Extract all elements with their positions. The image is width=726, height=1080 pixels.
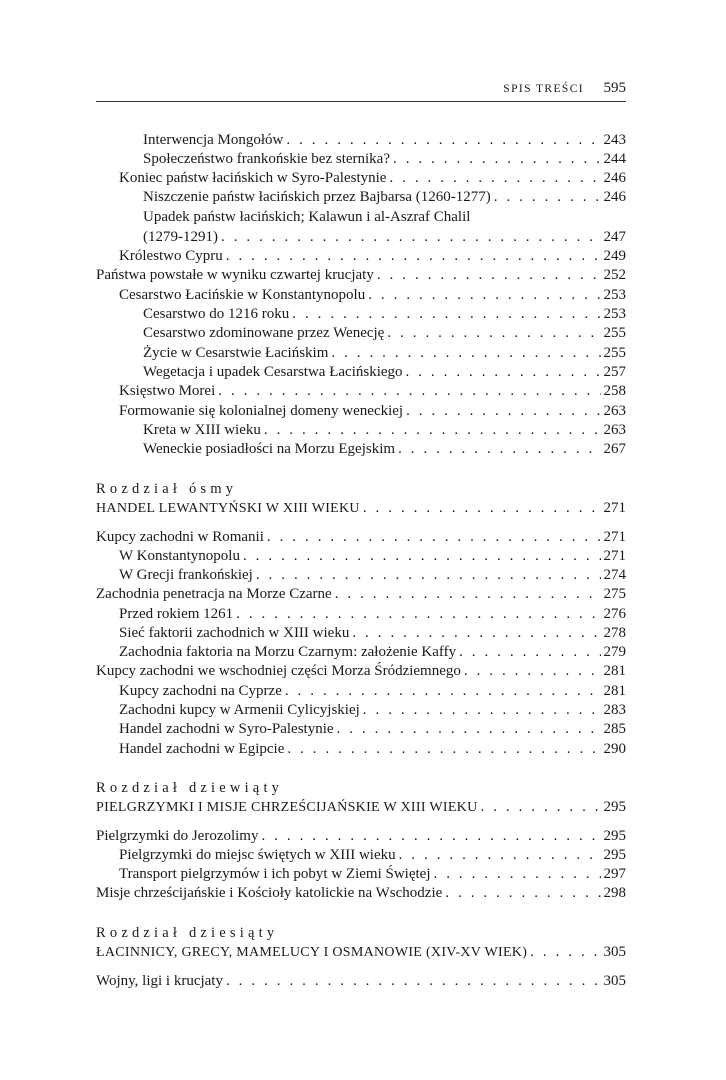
toc-entry[interactable] <box>119 382 626 401</box>
chapter-title-entry[interactable] <box>96 943 626 962</box>
toc-entry-page: 267 <box>603 441 626 457</box>
toc-entry-page: 253 <box>603 287 626 303</box>
toc-entry-page: 263 <box>603 422 626 438</box>
toc-entry-page: 252 <box>603 267 626 283</box>
dot-leader <box>226 972 601 991</box>
toc-entry-page: 278 <box>603 625 626 641</box>
dot-leader <box>226 247 601 266</box>
toc-entry-page: 285 <box>603 721 626 737</box>
toc-entry[interactable] <box>119 605 626 624</box>
toc-entry-label: Kupcy zachodni we wschodniej części Morza Śródziemnego <box>96 663 461 679</box>
dot-leader <box>434 865 601 884</box>
toc-entry[interactable] <box>143 324 626 343</box>
toc-entry-label: Transport pielgrzymów i ich pobyt w Ziemi Świętej <box>119 866 431 882</box>
toc-entry-label: Sieć faktorii zachodnich w XIII wieku <box>119 625 350 641</box>
toc-entry-label-first-line[interactable]: Upadek państw łacińskich; Kalawun i al-Aszraf Chalil <box>143 209 471 225</box>
toc-entry-page: 290 <box>603 741 626 757</box>
toc-entry[interactable] <box>143 150 626 169</box>
toc-entry-label: W Konstantynopolu <box>119 548 240 564</box>
toc-entry[interactable] <box>143 188 626 207</box>
toc-entry-label: Społeczeństwo frankońskie bez sternika? <box>143 151 390 167</box>
toc-entry[interactable] <box>119 286 626 305</box>
toc-entry-label: Weneckie posiadłości na Morzu Egejskim <box>143 441 396 457</box>
toc-entry[interactable] <box>119 624 626 643</box>
toc-entry-label: Wojny, ligi i krucjaty <box>96 973 223 989</box>
dot-leader <box>236 605 600 624</box>
dot-leader <box>399 846 601 865</box>
toc-entry[interactable] <box>119 247 626 266</box>
chapter-title-entry[interactable] <box>96 798 626 817</box>
toc-entry-page: 258 <box>603 383 626 399</box>
toc-entry-label: Przed rokiem 1261 <box>119 606 234 622</box>
page-number: 595 <box>603 80 626 96</box>
toc-entry-page: 281 <box>603 683 626 699</box>
toc-entry-label: Królestwo Cypru <box>119 248 223 264</box>
dot-leader <box>337 720 601 739</box>
dot-leader <box>352 624 600 643</box>
dot-leader <box>331 344 600 363</box>
toc-entry-label-continuation: (1279-1291) <box>143 229 218 245</box>
running-header <box>96 80 626 102</box>
running-title: SPIS TREŚCI <box>503 83 584 95</box>
toc-entry-page: 243 <box>603 132 626 148</box>
toc-entry[interactable] <box>96 972 626 991</box>
toc-entry-label: Niszczenie państw łacińskich przez Bajbarsa (1260-1277) <box>143 189 491 205</box>
toc-entry-page: 295 <box>603 799 626 815</box>
toc-entry-label: Zachodnia faktoria na Morzu Czarnym: założenie Kaffy <box>119 644 457 660</box>
dot-leader <box>406 402 600 421</box>
dot-leader <box>243 547 601 566</box>
toc-entry[interactable] <box>143 228 626 247</box>
dot-leader <box>459 643 600 662</box>
dot-leader <box>285 682 601 701</box>
toc-entry-label: Kupcy zachodni na Cyprze <box>119 683 282 699</box>
dot-leader <box>292 305 600 324</box>
dot-leader <box>393 150 601 169</box>
dot-leader <box>377 266 601 285</box>
toc-entry-page: 271 <box>603 500 626 516</box>
toc-entry-label: Handel zachodni w Egipcie <box>119 741 285 757</box>
chapter-title-entry[interactable] <box>96 499 626 518</box>
dot-leader <box>264 421 601 440</box>
toc-entry-page: 246 <box>603 189 626 205</box>
toc-entry-page: 279 <box>603 644 626 660</box>
toc-entry-page: 297 <box>603 866 626 882</box>
toc-entry-label: Pielgrzymki do miejsc świętych w XIII wieku <box>119 847 396 863</box>
toc-entry-page: 246 <box>603 170 626 186</box>
toc-entry-label: W Grecji frankońskiej <box>119 567 253 583</box>
chapter-heading: Rozdział ósmy <box>96 481 238 497</box>
toc-entry-label: Księstwo Morei <box>119 383 216 399</box>
toc-entry[interactable] <box>96 662 626 681</box>
toc-entry[interactable] <box>96 884 626 903</box>
dot-leader <box>398 440 600 459</box>
dot-leader <box>221 228 601 247</box>
dot-leader <box>218 382 600 401</box>
toc-entry-label: Cesarstwo zdominowane przez Wenecję <box>143 325 385 341</box>
toc-entry[interactable] <box>143 344 626 363</box>
toc-entry[interactable] <box>143 305 626 324</box>
toc-entry[interactable] <box>96 827 626 846</box>
toc-entry[interactable] <box>119 720 626 739</box>
toc-entry-page: 271 <box>603 529 626 545</box>
toc-entry-page: 255 <box>603 325 626 341</box>
toc-entry[interactable] <box>96 266 626 285</box>
toc-entry-label: Misje chrześcijańskie i Kościoły katolickie na Wschodzie <box>96 885 443 901</box>
toc-entry-label: Cesarstwo do 1216 roku <box>143 306 290 322</box>
toc-entry[interactable] <box>119 566 626 585</box>
dot-leader <box>267 528 601 547</box>
toc-entry-page: 275 <box>603 586 626 602</box>
toc-entry-label: Koniec państw łacińskich w Syro-Palestynie <box>119 170 387 186</box>
dot-leader <box>530 943 600 962</box>
toc-entry-page: 263 <box>603 403 626 419</box>
chapter-heading: Rozdział dziewiąty <box>96 780 284 796</box>
toc-entry-label: Zachodnia penetracja na Morze Czarne <box>96 586 332 602</box>
toc-entry-label: Cesarstwo Łacińskie w Konstantynopolu <box>119 287 366 303</box>
toc-entry-page: 271 <box>603 548 626 564</box>
toc-entry-page: 305 <box>603 944 626 960</box>
toc-entry[interactable] <box>119 846 626 865</box>
dot-leader <box>481 798 601 817</box>
dot-leader <box>406 363 601 382</box>
dot-leader <box>464 662 601 681</box>
toc-entry-label: Interwencja Mongołów <box>143 132 284 148</box>
chapter-title: PIELGRZYMKI I MISJE CHRZEŚCIJAŃSKIE W XIII WIEKU <box>96 800 478 815</box>
dot-leader <box>287 740 600 759</box>
toc-entry[interactable] <box>119 547 626 566</box>
toc-entry-label: Wegetacja i upadek Cesarstwa Łacińskiego <box>143 364 403 380</box>
toc-entry-page: 295 <box>603 828 626 844</box>
toc-entry-page: 295 <box>603 847 626 863</box>
chapter-heading: Rozdział dziesiąty <box>96 925 279 941</box>
toc-entry-label: Kreta w XIII wieku <box>143 422 261 438</box>
toc-entry-page: 257 <box>603 364 626 380</box>
toc-entry-page: 255 <box>603 345 626 361</box>
toc-entry[interactable] <box>96 528 626 547</box>
toc-entry[interactable] <box>119 701 626 720</box>
toc-entry-page: 298 <box>603 885 626 901</box>
chapter-title: HANDEL LEWANTYŃSKI W XIII WIEKU <box>96 501 360 516</box>
dot-leader <box>335 585 601 604</box>
dot-leader <box>368 286 600 305</box>
dot-leader <box>494 188 601 207</box>
toc-entry-page: 305 <box>603 973 626 989</box>
toc-entry[interactable] <box>119 865 626 884</box>
chapter-title: ŁACINNICY, GRECY, MAMELUCY I OSMANOWIE (XIV-XV WIEK) <box>96 945 528 960</box>
toc-entry[interactable] <box>96 585 626 604</box>
header-rule <box>96 101 626 102</box>
dot-leader <box>389 169 600 188</box>
toc-entry[interactable] <box>119 740 626 759</box>
toc-entry[interactable] <box>119 643 626 662</box>
toc-entry-page: 281 <box>603 663 626 679</box>
dot-leader <box>256 566 601 585</box>
toc-entry-page: 247 <box>603 229 626 245</box>
toc-entry[interactable] <box>119 402 626 421</box>
dot-leader <box>363 701 601 720</box>
toc-entry-page: 249 <box>603 248 626 264</box>
toc-entry[interactable] <box>119 682 626 701</box>
toc-entry-page: 283 <box>603 702 626 718</box>
toc-entry[interactable] <box>143 421 626 440</box>
dot-leader <box>286 131 600 150</box>
toc-entry[interactable] <box>143 131 626 150</box>
toc-entry-label: Pielgrzymki do Jerozolimy <box>96 828 259 844</box>
toc-entry-page: 244 <box>603 151 626 167</box>
toc-entry-label: Zachodni kupcy w Armenii Cylicyjskiej <box>119 702 360 718</box>
dot-leader <box>387 324 600 343</box>
dot-leader <box>261 827 600 846</box>
dot-leader <box>363 499 601 518</box>
dot-leader <box>445 884 600 903</box>
toc-entry-label: Formowanie się kolonialnej domeny weneckiej <box>119 403 404 419</box>
toc-entry[interactable] <box>143 363 626 382</box>
toc-entry-label: Kupcy zachodni w Romanii <box>96 529 264 545</box>
toc-entry-page: 276 <box>603 606 626 622</box>
toc-entry-label: Państwa powstałe w wyniku czwartej krucjaty <box>96 267 374 283</box>
toc-entry-label: Życie w Cesarstwie Łacińskim <box>143 345 329 361</box>
toc-entry-label: Handel zachodni w Syro-Palestynie <box>119 721 334 737</box>
toc-entry[interactable] <box>119 169 626 188</box>
toc-entry[interactable] <box>143 440 626 459</box>
toc-entry-page: 274 <box>603 567 626 583</box>
toc-entry-page: 253 <box>603 306 626 322</box>
